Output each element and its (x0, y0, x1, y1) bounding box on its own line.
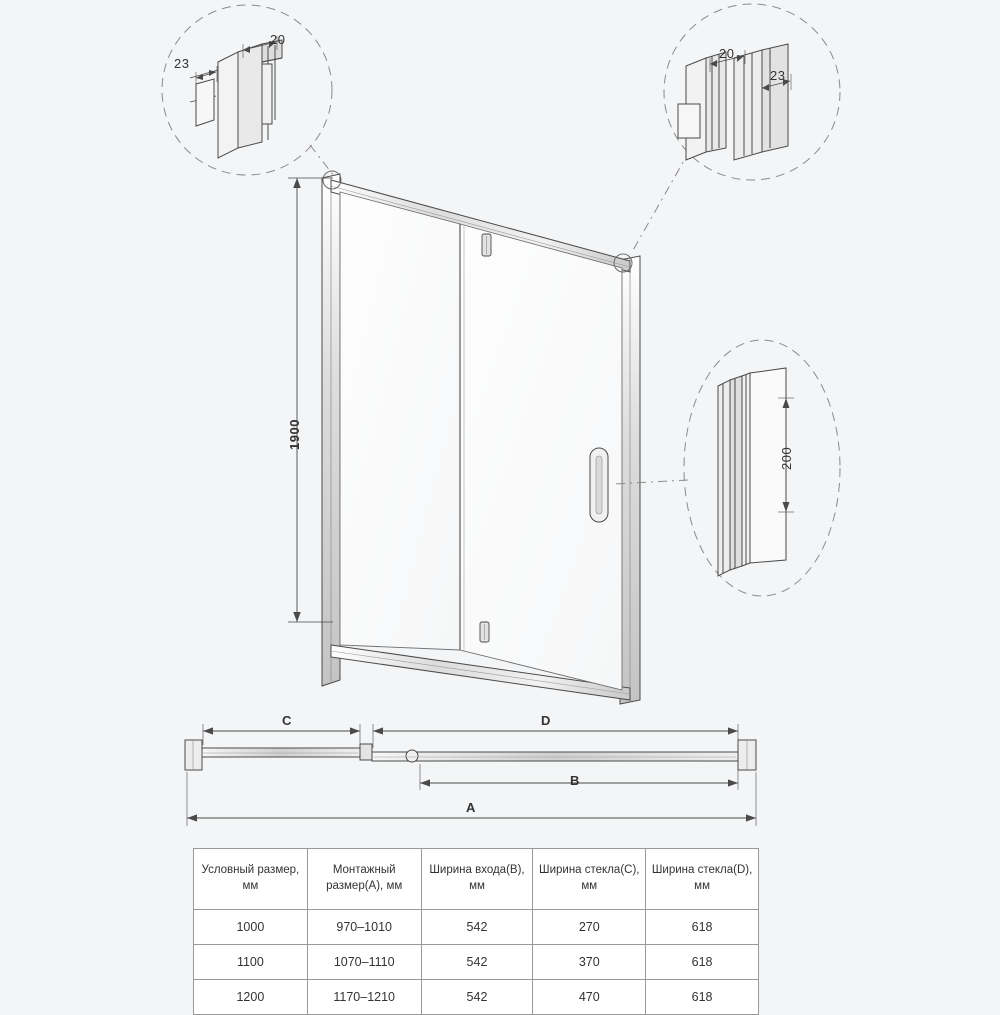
plan-label-d: D (541, 713, 551, 728)
detail-label-20-right: 20 (719, 46, 735, 61)
table-cell: 542 (421, 910, 533, 945)
table-cell: 542 (421, 945, 533, 980)
table-cell: 618 (646, 945, 759, 980)
table-row (194, 910, 759, 945)
table-header-cell: Ширина стекла(D), мм (646, 849, 759, 910)
table-cell: 370 (533, 945, 646, 980)
plan-label-b: B (570, 773, 580, 788)
detail-label-23-left: 23 (174, 56, 190, 71)
plan-label-c: C (282, 713, 292, 728)
table-cell: 470 (533, 980, 646, 1015)
detail-callout-top-right (632, 4, 840, 252)
table-row (194, 945, 759, 980)
table-row (194, 980, 759, 1015)
detail-label-200: 200 (779, 446, 794, 470)
table-header-cell: Монтажный размер(A), мм (307, 849, 421, 910)
table-cell: 542 (421, 980, 533, 1015)
table-cell: 1100 (194, 945, 308, 980)
specification-table (193, 848, 759, 1015)
detail-label-20-left: 20 (270, 32, 286, 47)
detail-callout-handle (614, 340, 840, 596)
table-cell: 1200 (194, 980, 308, 1015)
detail-callout-top-left (162, 5, 334, 176)
table-header-cell: Ширина входа(B), мм (421, 849, 533, 910)
table-cell: 970–1010 (307, 910, 421, 945)
table-cell: 1170–1210 (307, 980, 421, 1015)
dimension-a (187, 772, 756, 826)
table-cell: 270 (533, 910, 646, 945)
table-cell: 618 (646, 980, 759, 1015)
table-cell: 618 (646, 910, 759, 945)
plan-label-a: A (466, 800, 476, 815)
detail-label-23-right: 23 (770, 68, 786, 83)
dimension-label-height: 1900 (287, 419, 302, 450)
top-roller-bracket (482, 234, 491, 256)
table-header-row (194, 849, 759, 910)
table-header-cell: Условный размер, мм (194, 849, 308, 910)
shower-door-elevation (322, 171, 640, 704)
door-handle (590, 448, 608, 522)
bottom-guide-bracket (480, 622, 489, 642)
table-header-cell: Ширина стекла(C), мм (533, 849, 646, 910)
dimension-d (373, 724, 738, 748)
table-cell: 1000 (194, 910, 308, 945)
table-cell: 1070–1110 (307, 945, 421, 980)
